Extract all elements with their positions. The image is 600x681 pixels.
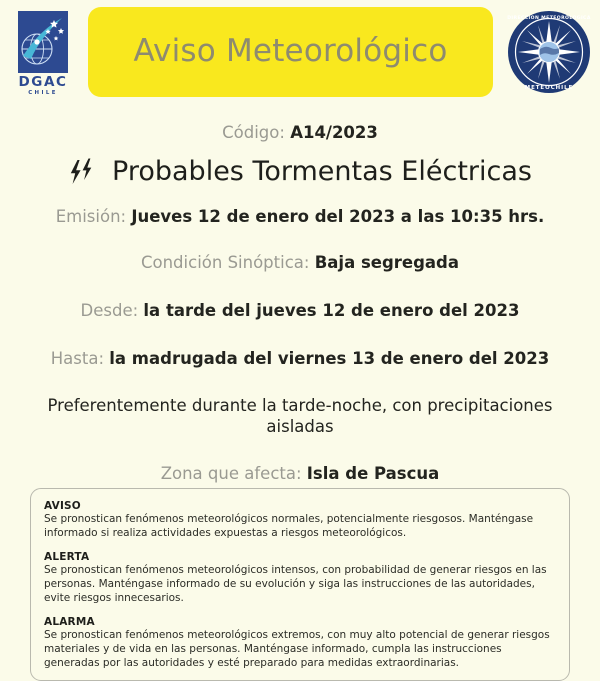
preferencia-text: Preferentemente durante la tarde-noche, con precipitaciones aisladas	[47, 396, 553, 436]
desde-label: Desde:	[80, 300, 139, 320]
chile-wordmark: CHILE	[28, 89, 58, 95]
legend-item-alarma	[44, 616, 556, 671]
legend-text-alarma: Se pronostican fenómenos meteorológicos extremos, con muy alto potencial de generar riesgos materiales y de vida en las personas. Manténgase informado, cumpla las instrucciones generadas por las autoridades y esté preparado para medidas extraordinarias.	[44, 628, 550, 669]
dgac-wordmark: DGAC	[18, 73, 68, 90]
legend-title-alerta: ALERTA	[44, 550, 90, 563]
dgac-chile-logo	[12, 9, 74, 95]
legend-text-alerta: Se pronostican fenómenos meteorológicos intensos, con probabilidad de generar riesgos en las personas. Manténgase informado de su evolución y siga las instrucciones de las autoridades, evite riesgos innecesarios.	[44, 563, 547, 604]
double-lightning-bolt-icon	[68, 157, 98, 187]
codigo-value: A14/2023	[290, 123, 378, 142]
condicion-sinoptica-row	[14, 253, 586, 274]
advisory-header	[0, 0, 600, 103]
legend-item-alerta	[44, 551, 556, 606]
hasta-label: Hasta:	[50, 348, 105, 368]
meteochile-seal	[507, 10, 591, 94]
desde-row	[14, 301, 586, 322]
legend-title-aviso: AVISO	[44, 500, 81, 512]
seal-ring-text: DIRECCION METEOROLOGICA	[507, 15, 591, 21]
zona-label: Zona que afecta:	[160, 464, 302, 484]
page-title: Aviso Meteorológico	[133, 33, 448, 69]
emision-label: Emisión:	[55, 206, 127, 226]
legend-text-aviso: Se pronostican fenómenos meteorológicos normales, potencialmente riesgosos. Manténgase informado si realiza actividades expuestas a riesgos meteorológicos.	[44, 513, 534, 539]
desde-value: la tarde del jueves 12 de enero del 2023	[143, 300, 520, 320]
advisory-content	[0, 123, 600, 485]
zona-value: Isla de Pascua	[306, 464, 440, 484]
zona-row	[14, 464, 586, 485]
seal-bottom-text: METEOCHILE	[524, 84, 574, 91]
emision-row	[14, 207, 586, 228]
legend-item-aviso	[44, 500, 556, 541]
legend-title-alarma: ALARMA	[44, 615, 95, 628]
severity-legend-box	[30, 488, 570, 681]
condicion-sinoptica-label: Condición Sinóptica:	[140, 253, 310, 273]
hasta-row	[14, 349, 586, 370]
condicion-sinoptica-value: Baja segregada	[314, 253, 459, 273]
event-title-text: Probables Tormentas Eléctricas	[112, 155, 532, 187]
codigo-row	[14, 123, 586, 144]
advisory-banner	[88, 7, 493, 97]
hasta-value: la madrugada del viernes 13 de enero del 2023	[109, 348, 550, 368]
codigo-label: Código:	[222, 123, 285, 142]
emision-value: Jueves 12 de enero del 2023 a las 10:35 hrs.	[131, 206, 545, 226]
event-title-row	[14, 157, 586, 187]
